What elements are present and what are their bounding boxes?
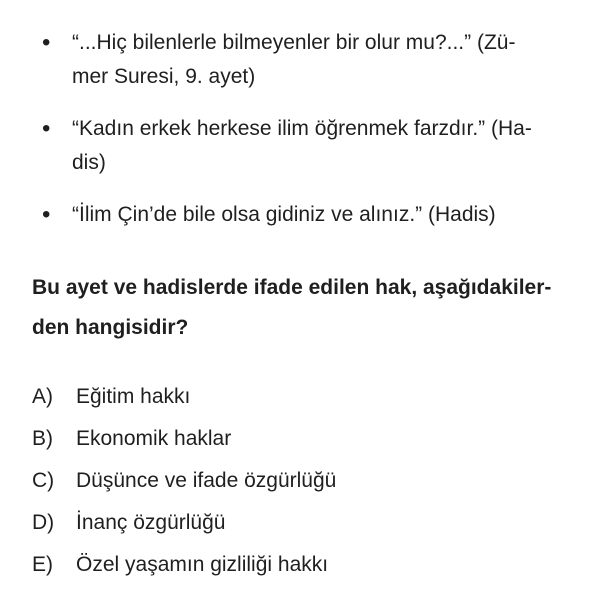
option-c[interactable] xyxy=(32,460,592,502)
option-b[interactable] xyxy=(32,418,592,460)
quote-line: dis) xyxy=(72,151,106,174)
bullet-icon: • xyxy=(42,201,51,228)
quote-text xyxy=(72,112,532,180)
bullet-icon: • xyxy=(42,115,51,142)
quote-list xyxy=(32,26,592,250)
bullet-icon: • xyxy=(42,29,51,56)
option-e[interactable] xyxy=(32,544,592,586)
question-line: Bu ayet ve hadislerde ifade edilen hak, aşağıdakiler- xyxy=(32,276,552,299)
quote-line: “İlim Çin’de bile olsa gidiniz ve alınız.” (Hadis) xyxy=(72,203,496,226)
quote-line: “Kadın erkek herkese ilim öğrenmek farzdır.” (Ha- xyxy=(72,117,532,140)
question-stem xyxy=(32,268,592,348)
quote-text xyxy=(72,198,496,232)
option-text: Düşünce ve ifade özgürlüğü xyxy=(76,469,337,492)
option-d[interactable] xyxy=(32,502,592,544)
option-letter: C) xyxy=(32,469,55,492)
quote-item xyxy=(32,112,592,180)
option-text: Özel yaşamın gizliliği hakkı xyxy=(76,553,329,576)
quote-line: mer Suresi, 9. ayet) xyxy=(72,65,256,88)
option-text: İnanç özgürlüğü xyxy=(76,511,226,534)
quote-text xyxy=(72,26,515,94)
quote-item xyxy=(32,26,592,94)
option-letter: D) xyxy=(32,511,55,534)
question-line: den hangisidir? xyxy=(32,316,189,339)
option-text: Eğitim hakkı xyxy=(76,385,191,408)
option-text: Ekonomik haklar xyxy=(76,427,232,450)
quote-item xyxy=(32,198,592,232)
option-letter: A) xyxy=(32,385,53,408)
answer-options xyxy=(32,376,592,586)
quote-line: “...Hiç bilenlerle bilmeyenler bir olur mu?...” (Zü- xyxy=(72,31,516,54)
option-letter: B) xyxy=(32,427,53,450)
option-a[interactable] xyxy=(32,376,592,418)
option-letter: E) xyxy=(32,553,53,576)
